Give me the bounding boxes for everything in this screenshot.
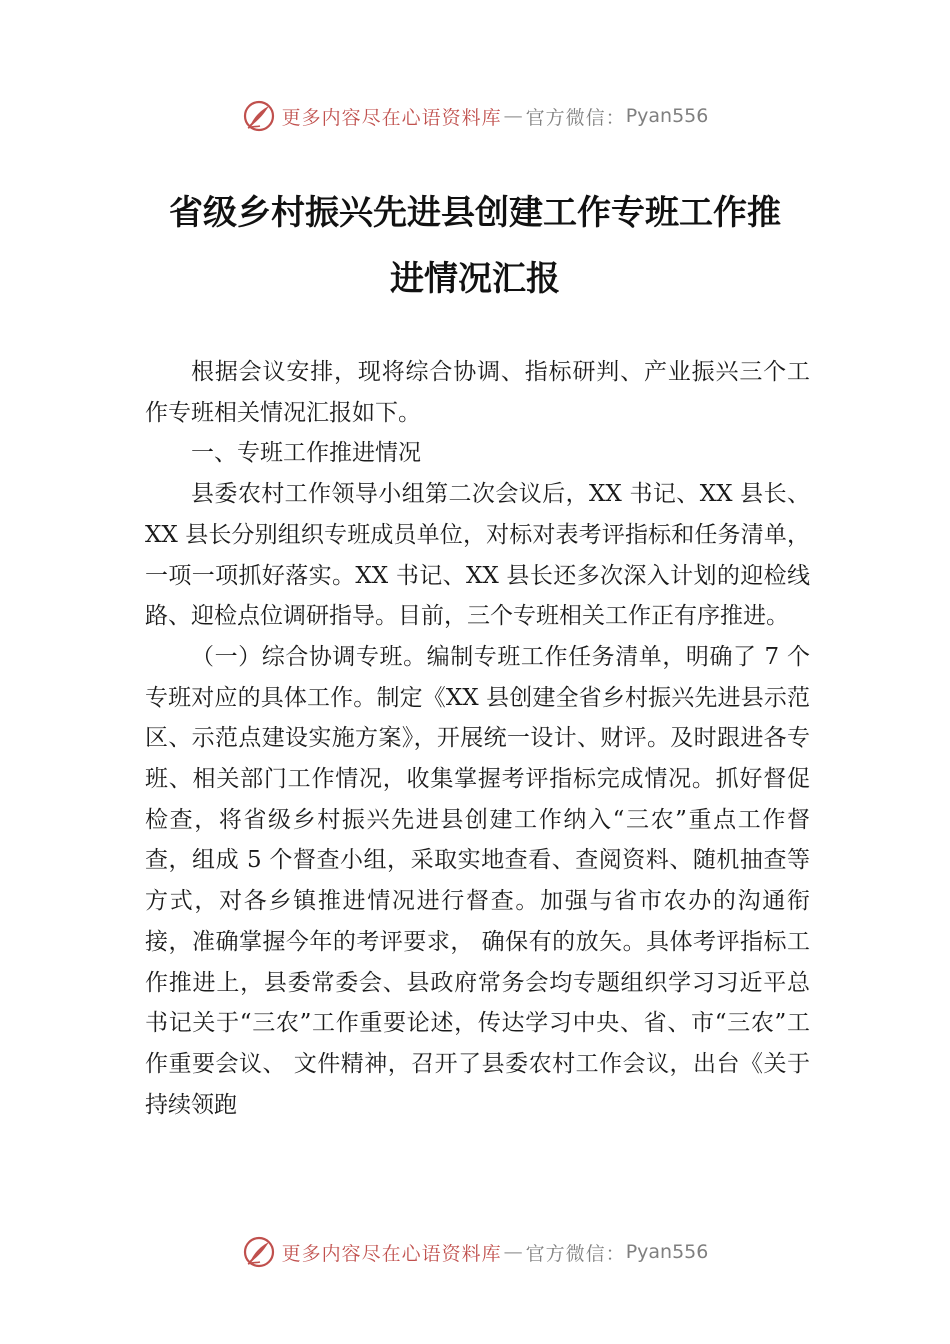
- banner-wechat-id: Pyan556: [625, 1241, 709, 1263]
- footer-watermark-banner: [0, 1230, 950, 1274]
- body-paragraph: 县委农村工作领导小组第二次会议后，XX 书记、XX 县长、XX 县长分别组织专班成员单位，对标对表考评指标和任务清单，一项一项抓好落实。XX 书记、XX 县长还多次深入计划的迎检线路、迎检点位调研指导。目前，三个专班相关工作正有序推进。: [145, 481, 810, 630]
- banner-wechat-label: 官方微信：: [525, 106, 626, 129]
- title-line-1: 省级乡村振兴先进县创建工作专班工作推: [169, 193, 781, 233]
- header-watermark-banner: [0, 94, 950, 138]
- intro-paragraph: 根据会议安排，现将综合协调、指标研判、产业振兴三个工作专班相关情况汇报如下。: [145, 359, 810, 426]
- banner-separator: —: [503, 105, 524, 127]
- banner-wechat-label: 官方微信：: [525, 1242, 626, 1265]
- body-paragraph: （一）综合协调专班。编制专班工作任务清单，明确了 7 个专班对应的具体工作。制定《XX 县创建全省乡村振兴先进县示范区、示范点建设实施方案》，开展统一设计、财评。及时跟进各专班、相关部门工作情况，收集掌握考评指标完成情况。抓好督促检查，将省级乡村振兴先进县创建工作纳入“三农”重点工作督查，组成 5 个督查小组，采取实地查看、查阅资料、随机抽查等方式，对各乡镇推进情况进行督查。加强与省市农办的沟通衔接，准确掌握今年的考评要求， 确保有的放矢。具体考评指标工作推进上，县委常委会、县政府常务会均专题组织学习习近平总书记关于“三农”工作重要论述，传达学习中央、省、市“三农”工作重要会议、 文件精神，召开了县委农村工作会议，出台《关于持续领跑: [145, 643, 810, 1118]
- banner-brand-text: 更多内容尽在心语资料库: [281, 106, 502, 129]
- title-line-2: 进情况汇报: [390, 259, 560, 299]
- document-title: [145, 180, 805, 312]
- banner-separator: —: [503, 1241, 524, 1263]
- document-body: [145, 352, 810, 1125]
- banner-wechat-id: Pyan556: [625, 105, 709, 127]
- section-heading: 一、专班工作推进情况: [191, 440, 421, 467]
- quill-logo-icon: [242, 99, 276, 133]
- quill-logo-icon: [242, 1235, 276, 1269]
- banner-brand-text: 更多内容尽在心语资料库: [281, 1242, 502, 1265]
